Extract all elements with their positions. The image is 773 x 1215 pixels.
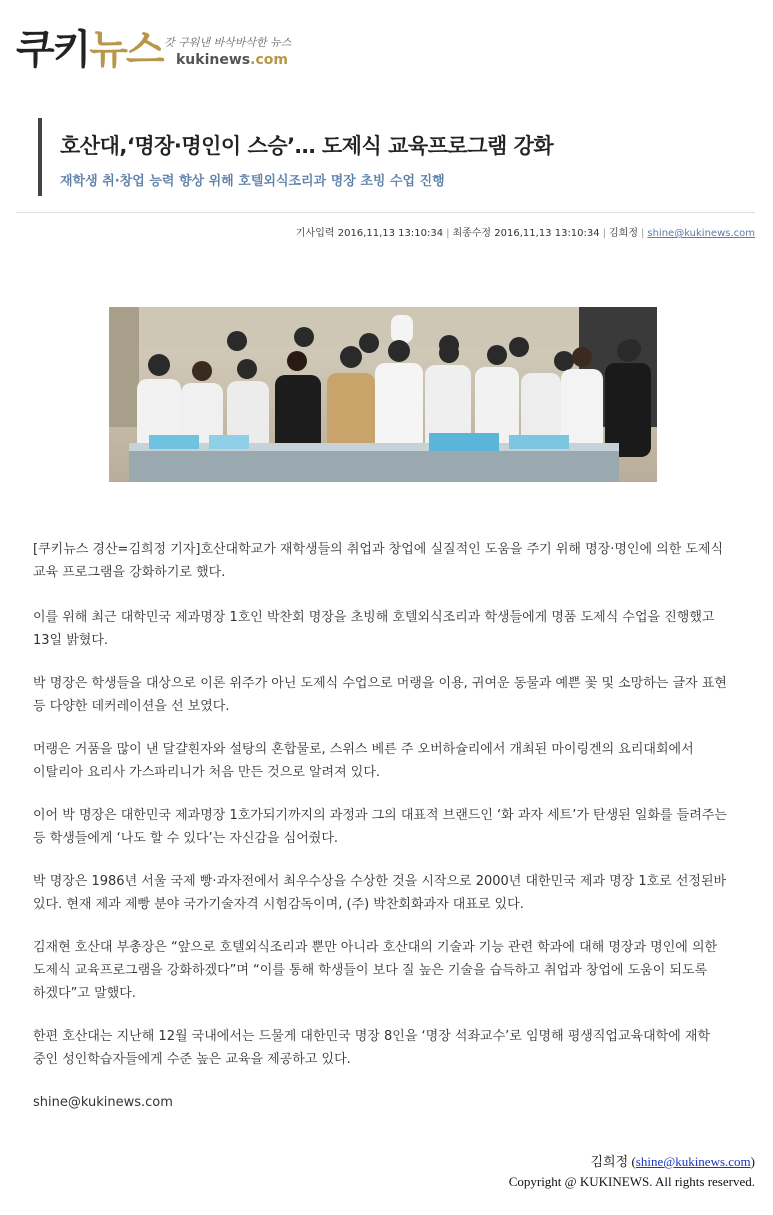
article-body (33, 538, 736, 1134)
logo-slogan: 갓 구워낸 바삭바삭한 뉴스 (164, 36, 292, 49)
logo-domain-suffix: .com (250, 52, 288, 68)
site-logo[interactable] (16, 26, 316, 74)
article-paragraph: 김재현 호산대 부총장은 “앞으로 호텔외식조리과 뿐만 아니라 호산대의 기술과 기능 관련 학과에 대해 명장과 명인에 의한 도제식 교육프로그램을 강화하겠다”며 “이를 통해 학생들이 보다 질 높은 기술을 습득하고 취업과 창업에 도움이 되도록 하겠다”고 말했다. (33, 940, 718, 1001)
logo-wordmark (16, 26, 163, 74)
article-subheadline: 재학생 취·창업 능력 향상 위해 호텔외식조리과 명장 초빙 수업 진행 (60, 174, 445, 189)
headline-block (38, 118, 742, 196)
article-signoff-email: shine@kukinews.com (33, 1095, 173, 1110)
author-name: 김희정 (609, 228, 638, 239)
logo-domain (176, 52, 288, 68)
article-paragraph: [쿠키뉴스 경산=김희정 기자]호산대학교가 재학생들의 취업과 창업에 실질적인 도움을 주기 위해 명장·명인에 의한 도제식 교육 프로그램을 강화하기로 했다. (33, 542, 724, 580)
article-paragraph: 이를 위해 최근 대학민국 제과명장 1호인 박찬회 명장을 초빙해 호텔외식조리과 학생들에게 명품 도제식 수업을 진행했고 13일 밝혔다. (33, 610, 715, 648)
footer-email-link[interactable]: shine@kukinews.com (635, 1154, 751, 1169)
article-paragraph: 박 명장은 학생들을 대상으로 이론 위주가 아닌 도제식 수업으로 머랭을 이용, 귀여운 동물과 예쁜 꽃 및 소망하는 글자 표현 등 다양한 데커레이션을 선 보였다. (33, 676, 727, 714)
meta-separator: | (641, 228, 645, 239)
article-paragraph: 박 명장은 1986년 서울 국제 빵·과자전에서 최우수상을 수상한 것을 시작으로 2000년 대한민국 제과 명장 1호로 선정된바 있다. 현재 제과 제빵 분야 국가기술자격 시험감독이며, (주) 박찬회화과자 대표로 있다. (33, 874, 727, 912)
article-headline: 호산대,‘명장·명인이 스승’… 도제식 교육프로그램 강화 (60, 134, 554, 158)
footer-byline: 김희정 (shine@kukinews.com) (590, 1154, 755, 1170)
article-footer (509, 1152, 755, 1191)
article-photo (109, 307, 657, 482)
footer-author: 김희정 (590, 1155, 629, 1170)
modified-date: 2016,11,13 13:10:34 (494, 228, 600, 239)
article-paragraph: 이어 박 명장은 대한민국 제과명장 1호가되기까지의 과정과 그의 대표적 브랜드인 ‘화 과자 세트’가 탄생된 일화를 들려주는 등 학생들에게 ‘나도 할 수 있다’는 자신감을 심어줬다. (33, 808, 727, 846)
modified-label: 최종수정 (452, 228, 492, 239)
author-email-link[interactable]: shine@kukinews.com (647, 228, 755, 239)
published-label: 기사입력 (295, 228, 335, 239)
article-paragraph: 한편 호산대는 지난해 12월 국내에서는 드물게 대한민국 명장 8인을 ‘명장 석좌교수’로 임명해 평생직업교육대학에 재학 중인 성인학습자들에게 수준 높은 교육을 제공하고 있다. (33, 1029, 711, 1067)
published-date: 2016,11,13 13:10:34 (337, 228, 444, 239)
meta-separator: | (602, 228, 607, 239)
article-paragraph: 머랭은 거품을 많이 낸 달걀흰자와 설탕의 혼합물로, 스위스 베른 주 오버하슐리에서 개최된 마이링겐의 요리대회에서 이탈리아 요리사 가스파리니가 처음 만든 것으로 알려져 있다. (33, 742, 694, 780)
logo-mark-right: 뉴스 (89, 27, 163, 73)
header-divider (16, 212, 755, 213)
logo-mark-left: 쿠키 (16, 27, 90, 73)
logo-domain-name: kukinews (176, 52, 251, 68)
copyright-notice: Copyright @ KUKINEWS. All rights reserved. (508, 1174, 755, 1189)
article-meta (296, 224, 755, 239)
meta-separator: | (446, 228, 450, 239)
group-photo-illustration (109, 307, 657, 482)
